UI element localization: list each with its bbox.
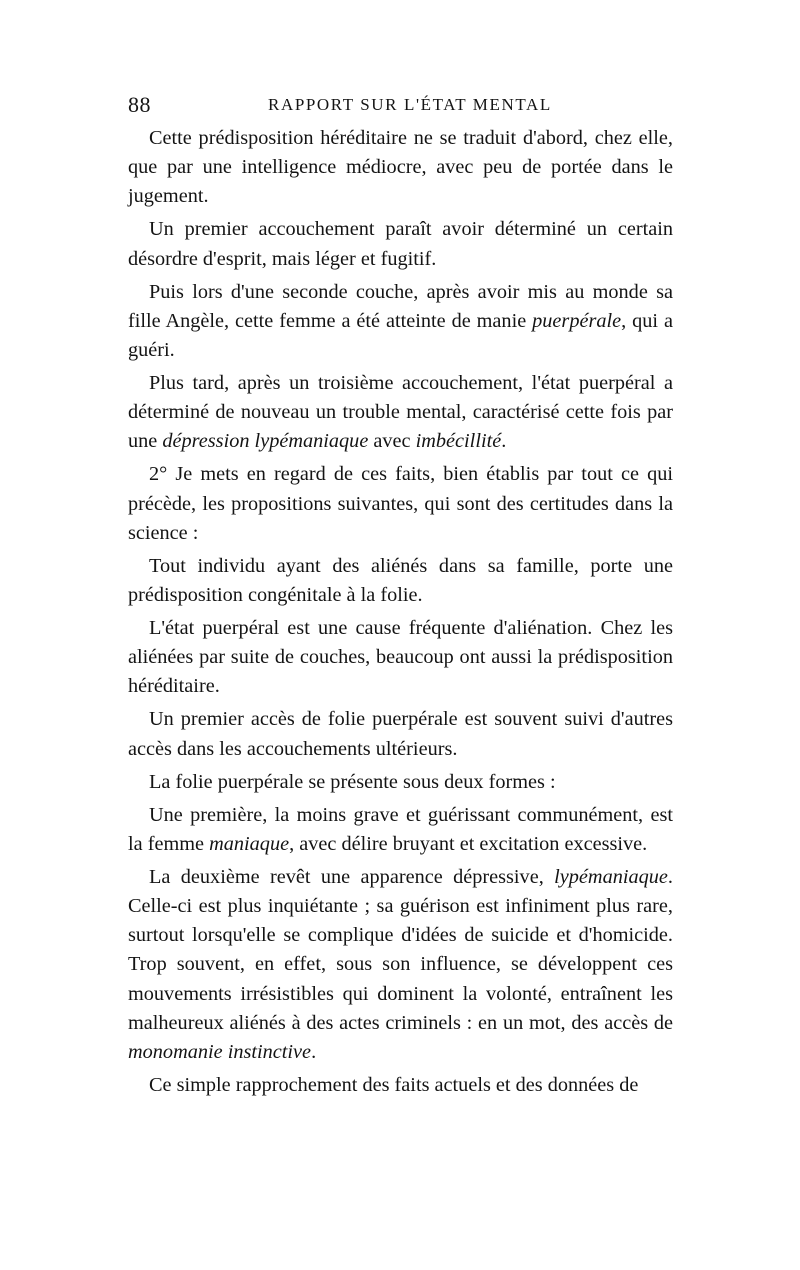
paragraph-5 <box>128 460 673 548</box>
italic-term-monomanie: monomanie instinctive <box>128 1041 312 1064</box>
paragraph-4-text: Plus tard, après un troisième accouchement, l'état puerpéral a déterminé de nouveau un trouble mental, caractérisé cette fois par une <box>128 372 673 453</box>
page-header <box>128 92 673 118</box>
paragraph-5-text: 2° Je mets en regard de ces faits, bien établis par tout ce qui précède, les propositions suivantes, qui sont des certitudes dans la science : <box>128 463 673 544</box>
italic-term-maniaque: maniaque <box>209 832 290 855</box>
paragraph-3-text: Puis lors d'une seconde couche, après avoir mis au monde sa fille Angèle, cette femme a été atteinte de manie <box>128 280 673 332</box>
paragraph-9-text: La folie puerpérale se présente sous deux formes : <box>149 770 556 793</box>
paragraph-4-text-middle: avec <box>368 430 416 453</box>
paragraph-3 <box>128 278 673 366</box>
italic-term-lypemaniaque: lypémaniaque <box>554 865 668 888</box>
paragraph-9 <box>128 768 673 797</box>
paragraph-2 <box>128 215 673 273</box>
paragraph-6 <box>128 552 673 610</box>
paragraph-10 <box>128 801 673 859</box>
paragraph-8-text: Un premier accès de folie puerpérale est souvent suivi d'autres accès dans les accouchements ultérieurs. <box>128 708 673 760</box>
paragraph-1 <box>128 124 673 212</box>
page-number: 88 <box>128 92 151 117</box>
paragraph-11 <box>128 863 673 1067</box>
body-text <box>128 124 673 1104</box>
paragraph-1-text: Cette prédisposition héréditaire ne se traduit d'abord, chez elle, que par une intelligence médiocre, avec peu de portée dans le jugement. <box>128 127 673 208</box>
paragraph-11-text-middle: . Celle-ci est plus inquiétante ; sa guérison est infiniment plus rare, surtout lorsqu'elle se complique d'idées de suicide et d'homicide. Trop souvent, en effet, sous son influence, se développent ces mouvements irrésistibles qui dominent la volonté, entraînent les malheureux aliénés à des actes criminels : en un mot, des accès de <box>128 865 673 1034</box>
paragraph-7-text: L'état puerpéral est une cause fréquente d'aliénation. Chez les aliénées par suite de couches, beaucoup ont aussi la prédisposition héréditaire. <box>128 617 673 698</box>
paragraph-4-text-end: . <box>501 430 507 453</box>
italic-term-imbecillite: imbécillité <box>415 430 502 453</box>
running-head: RAPPORT SUR L'ÉTAT MENTAL <box>268 95 552 114</box>
paragraph-6-text: Tout individu ayant des aliénés dans sa famille, porte une prédisposition congénitale à la folie. <box>128 554 673 607</box>
paragraph-12 <box>128 1071 673 1100</box>
paragraph-7 <box>128 614 673 702</box>
paragraph-10-text: Une première, la moins grave et guérissant communément, est la femme <box>128 803 673 855</box>
paragraph-3-text-end: , qui a guéri. <box>128 309 673 362</box>
italic-term-puerperale: puerpérale <box>532 309 622 332</box>
paragraph-10-text-end: , avec délire bruyant et excitation excessive. <box>289 832 648 855</box>
paragraph-4 <box>128 369 673 457</box>
paragraph-11-text: La deuxième revêt une apparence dépressive, <box>149 865 555 888</box>
paragraph-12-text: Ce simple rapprochement des faits actuels et des données de <box>149 1074 639 1097</box>
paragraph-2-text: Un premier accouchement paraît avoir déterminé un certain désordre d'esprit, mais léger et fugitif. <box>128 218 673 270</box>
paragraph-11-text-end: . <box>311 1041 317 1064</box>
paragraph-8 <box>128 705 673 763</box>
italic-term-depression: dépression lypémaniaque <box>162 430 369 453</box>
